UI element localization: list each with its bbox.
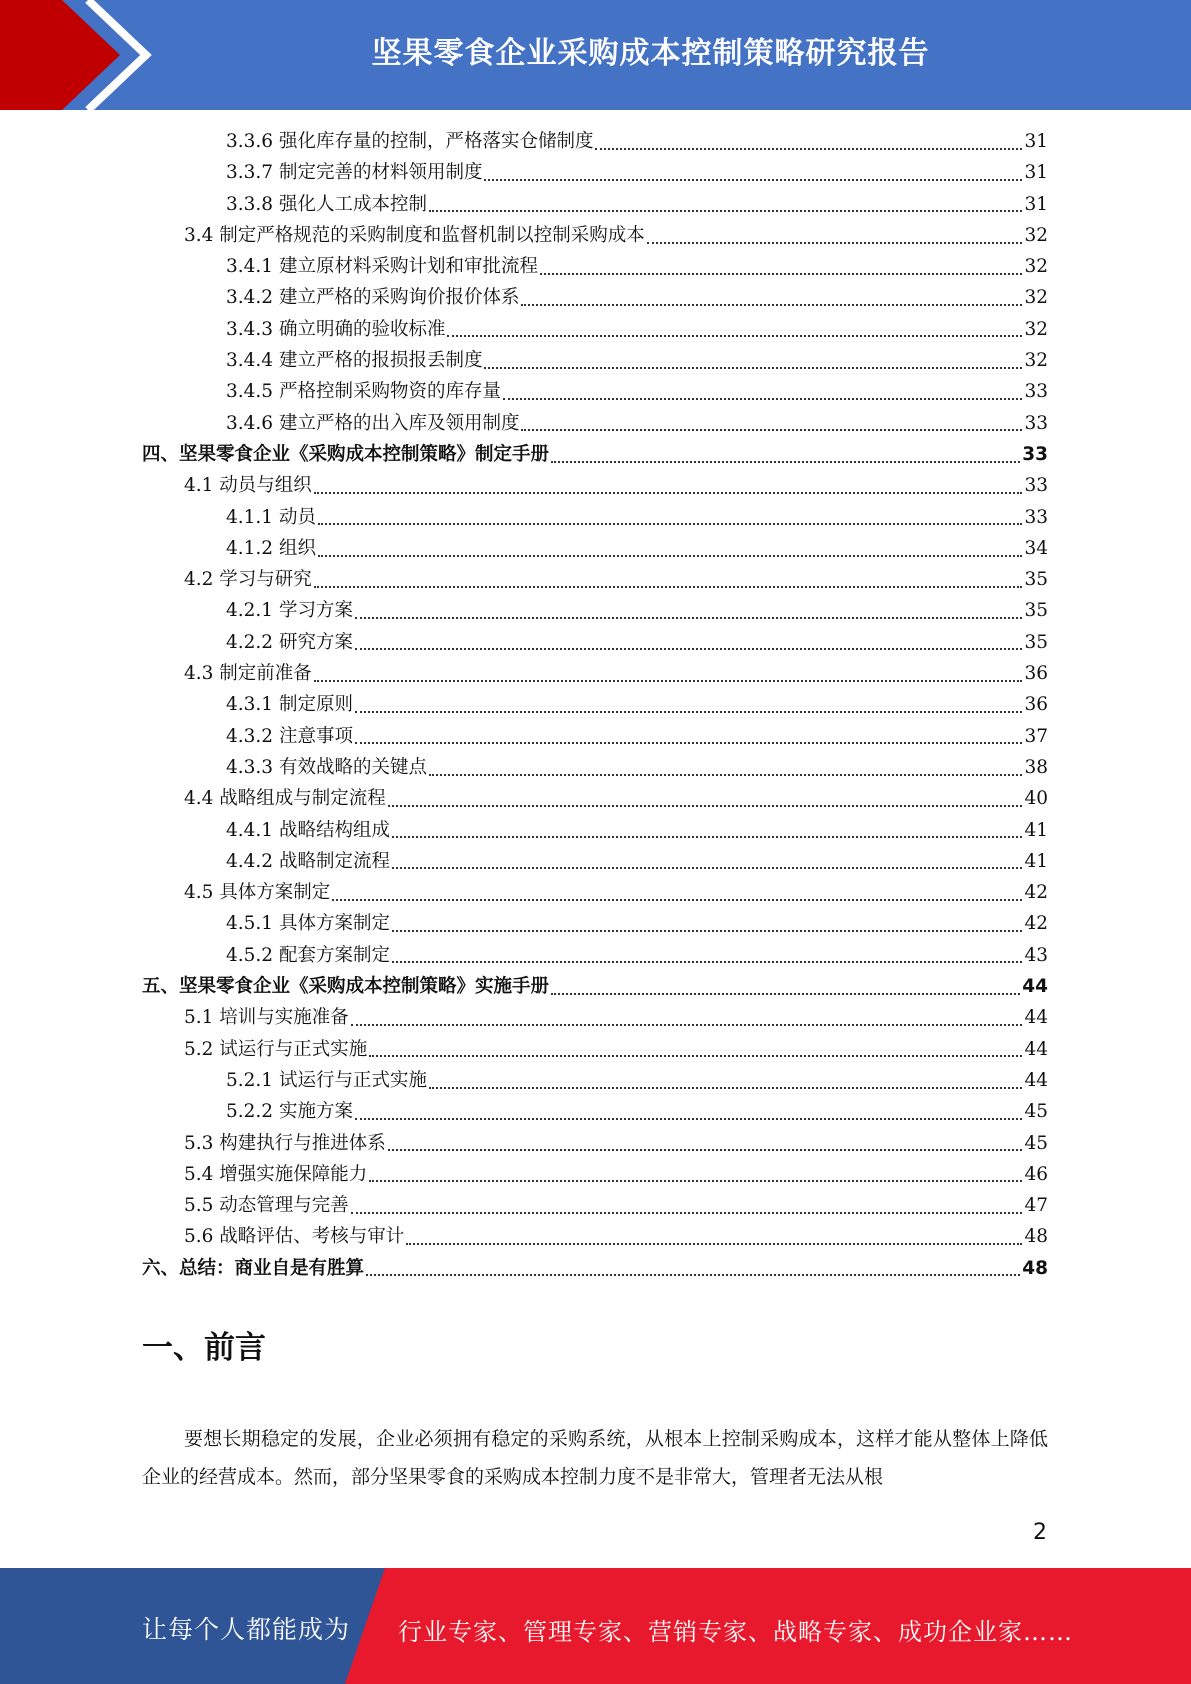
toc-entry-label: 四、坚果零食企业《采购成本控制策略》制定手册 [142,443,550,465]
toc-entry-page: 43 [1024,944,1048,966]
toc-entry[interactable] [142,628,1048,659]
toc-entry-page: 42 [1024,913,1048,935]
page-number: 2 [1033,1520,1047,1545]
toc-entry-page: 31 [1024,162,1048,184]
toc-entry-label: 五、坚果零食企业《采购成本控制策略》实施手册 [142,976,550,998]
toc-entry-label: 3.3.8 强化人工成本控制 [226,193,427,215]
toc-entry[interactable] [142,377,1048,408]
toc-entry-label: 4.3.2 注意事项 [226,725,353,747]
toc-entry[interactable] [142,221,1048,252]
toc-dot-leader [540,273,1022,275]
toc-dot-leader [355,648,1023,650]
toc-entry[interactable] [142,1066,1048,1097]
toc-entry-page: 40 [1024,788,1048,810]
toc-entry-page: 45 [1024,1132,1048,1154]
toc-dot-leader [647,242,1023,244]
toc-entry[interactable] [142,252,1048,283]
toc-entry-label: 3.4.5 严格控制采购物资的库存量 [226,381,501,403]
toc-entry[interactable] [142,158,1048,189]
toc-dot-leader [484,367,1022,369]
footer-slogan-right: 行业专家、管理专家、营销专家、战略专家、成功企业家…… [398,1618,1073,1646]
toc-dot-leader [332,899,1022,901]
toc-entry-page: 48 [1022,1257,1048,1279]
toc-entry-label: 3.4.1 建立原材料采购计划和审批流程 [226,256,538,278]
toc-entry-page: 41 [1024,819,1048,841]
toc-dot-leader [369,1055,1022,1057]
toc-dot-leader [392,836,1022,838]
table-of-contents [142,127,1048,1285]
toc-entry[interactable] [142,534,1048,565]
toc-entry-label: 4.2.2 研究方案 [226,631,353,653]
toc-entry-page: 47 [1024,1195,1048,1217]
toc-dot-leader [521,304,1022,306]
toc-dot-leader [429,1087,1022,1089]
toc-dot-leader [351,1024,1023,1026]
toc-entry-page: 38 [1024,756,1048,778]
toc-entry-label: 5.2.1 试运行与正式实施 [226,1069,427,1091]
toc-entry[interactable] [142,1003,1048,1034]
toc-dot-leader [366,1274,1020,1276]
toc-dot-leader [355,742,1023,744]
section-title: 一、前言 [142,1330,266,1366]
toc-entry-page: 41 [1024,850,1048,872]
toc-entry-page: 36 [1024,694,1048,716]
toc-entry-page: 33 [1024,506,1048,528]
header-title: 坚果零食企业采购成本控制策略研究报告 [371,36,930,71]
toc-entry[interactable] [142,909,1048,940]
toc-entry[interactable] [142,503,1048,534]
toc-dot-leader [314,586,1023,588]
toc-dot-leader [388,805,1023,807]
toc-entry[interactable] [142,565,1048,596]
toc-dot-leader [351,1212,1023,1214]
page-footer [0,1568,1191,1684]
toc-dot-leader [355,617,1023,619]
toc-entry[interactable] [142,346,1048,377]
toc-entry-page: 34 [1024,537,1048,559]
toc-dot-leader [429,210,1022,212]
toc-entry-page: 44 [1024,1038,1048,1060]
toc-dot-leader [318,555,1023,557]
toc-entry[interactable] [142,690,1048,721]
toc-dot-leader [314,492,1023,494]
toc-entry-label: 4.2.1 学习方案 [226,600,353,622]
toc-entry[interactable] [142,596,1048,627]
toc-entry-page: 44 [1024,1007,1048,1029]
toc-entry-page: 33 [1024,381,1048,403]
toc-dot-leader [392,961,1022,963]
toc-entry-label: 4.5 具体方案制定 [184,882,331,904]
toc-entry-page: 32 [1024,318,1048,340]
toc-entry-label: 3.4.3 确立明确的验收标准 [226,318,446,340]
toc-entry-page: 33 [1022,443,1048,465]
toc-entry-page: 44 [1022,976,1048,998]
toc-entry[interactable] [142,1191,1048,1222]
toc-entry-label: 4.3 制定前准备 [184,663,312,685]
body-paragraph: 要想长期稳定的发展，企业必须拥有稳定的采购系统，从根本上控制采购成本，这样才能从整体上降低企业的经营成本。然而，部分坚果零食的采购成本控制力度不是非常大，管理者无法从根 [142,1428,1048,1488]
toc-dot-leader [406,1243,1022,1245]
toc-entry-page: 37 [1024,725,1048,747]
toc-entry-label: 5.2.2 实施方案 [226,1101,353,1123]
toc-entry-page: 36 [1024,663,1048,685]
toc-entry[interactable] [142,1097,1048,1128]
toc-entry-label: 六、总结：商业自是有胜算 [142,1257,365,1279]
toc-entry[interactable] [142,283,1048,314]
toc-dot-leader [392,867,1022,869]
toc-entry-page: 32 [1024,350,1048,372]
toc-entry-label: 4.1.1 动员 [226,506,316,528]
toc-entry[interactable] [142,1160,1048,1191]
toc-entry-label: 4.2 学习与研究 [184,569,312,591]
toc-entry[interactable] [142,753,1048,784]
page-header [0,0,1191,110]
toc-dot-leader [551,993,1020,995]
toc-entry-page: 33 [1024,412,1048,434]
toc-entry-page: 32 [1024,256,1048,278]
toc-entry-label: 3.4.6 建立严格的出入库及领用制度 [226,412,520,434]
toc-entry[interactable] [142,784,1048,815]
toc-entry[interactable] [142,315,1048,346]
toc-dot-leader [429,774,1022,776]
toc-entry[interactable] [142,941,1048,972]
toc-entry-page: 44 [1024,1069,1048,1091]
toc-entry[interactable] [142,1035,1048,1066]
toc-entry[interactable] [142,409,1048,440]
toc-entry[interactable] [142,190,1048,221]
toc-entry-label: 4.3.3 有效战略的关键点 [226,756,427,778]
toc-entry-label: 3.4 制定严格规范的采购制度和监督机制以控制采购成本 [184,224,645,246]
toc-entry-label: 3.3.7 制定完善的材料领用制度 [226,162,483,184]
toc-entry-label: 5.5 动态管理与完善 [184,1195,349,1217]
toc-entry-label: 5.4 增强实施保障能力 [184,1163,368,1185]
toc-entry-label: 5.1 培训与实施准备 [184,1007,349,1029]
footer-slogan-left: 让每个人都能成为 [142,1615,351,1644]
toc-entry-label: 4.5.2 配套方案制定 [226,944,390,966]
toc-entry-label: 4.4.1 战略结构组成 [226,819,390,841]
toc-dot-leader [388,1149,1023,1151]
toc-entry[interactable] [142,1222,1048,1253]
toc-dot-leader [318,523,1023,525]
toc-entry-page: 32 [1024,287,1048,309]
toc-entry-label: 4.4.2 战略制定流程 [226,850,390,872]
toc-entry[interactable] [142,972,1048,1003]
toc-dot-leader [521,429,1022,431]
toc-entry-page: 31 [1024,193,1048,215]
toc-entry-page: 46 [1024,1163,1048,1185]
toc-entry-page: 48 [1024,1226,1048,1248]
toc-entry-page: 31 [1024,131,1048,152]
toc-entry-label: 4.1.2 组织 [226,537,316,559]
toc-entry-label: 4.3.1 制定原则 [226,694,353,716]
toc-entry[interactable] [142,722,1048,753]
toc-entry-label: 4.4 战略组成与制定流程 [184,788,386,810]
toc-entry[interactable] [142,127,1048,158]
toc-entry-label: 5.3 构建执行与推进体系 [184,1132,386,1154]
toc-entry-page: 35 [1024,600,1048,622]
toc-entry-label: 3.4.2 建立严格的采购询价报价体系 [226,287,520,309]
toc-entry-label: 5.2 试运行与正式实施 [184,1038,368,1060]
toc-dot-leader [369,1180,1022,1182]
toc-entry-page: 45 [1024,1101,1048,1123]
toc-entry-label: 5.6 战略评估、考核与审计 [184,1226,405,1248]
toc-entry-label: 4.5.1 具体方案制定 [226,913,390,935]
toc-dot-leader [355,1118,1023,1120]
toc-entry-page: 42 [1024,882,1048,904]
toc-entry[interactable] [142,659,1048,690]
toc-dot-leader [595,148,1022,150]
toc-entry[interactable] [142,440,1048,471]
toc-entry[interactable] [142,1129,1048,1160]
toc-dot-leader [551,461,1020,463]
toc-dot-leader [314,680,1023,682]
toc-entry-page: 32 [1024,224,1048,246]
toc-entry-page: 35 [1024,631,1048,653]
toc-entry[interactable] [142,471,1048,502]
toc-entry-label: 3.3.6 强化库存量的控制，严格落实仓储制度 [226,131,594,152]
toc-entry-page: 33 [1024,475,1048,497]
toc-entry[interactable] [142,816,1048,847]
toc-dot-leader [484,179,1022,181]
toc-dot-leader [355,711,1023,713]
toc-entry[interactable] [142,847,1048,878]
toc-dot-leader [447,335,1022,337]
toc-entry[interactable] [142,878,1048,909]
toc-dot-leader [503,398,1022,400]
toc-dot-leader [392,930,1022,932]
toc-entry[interactable] [142,1254,1048,1285]
toc-entry-page: 35 [1024,569,1048,591]
toc-entry-label: 4.1 动员与组织 [184,475,312,497]
toc-entry-label: 3.4.4 建立严格的报损报丢制度 [226,350,483,372]
